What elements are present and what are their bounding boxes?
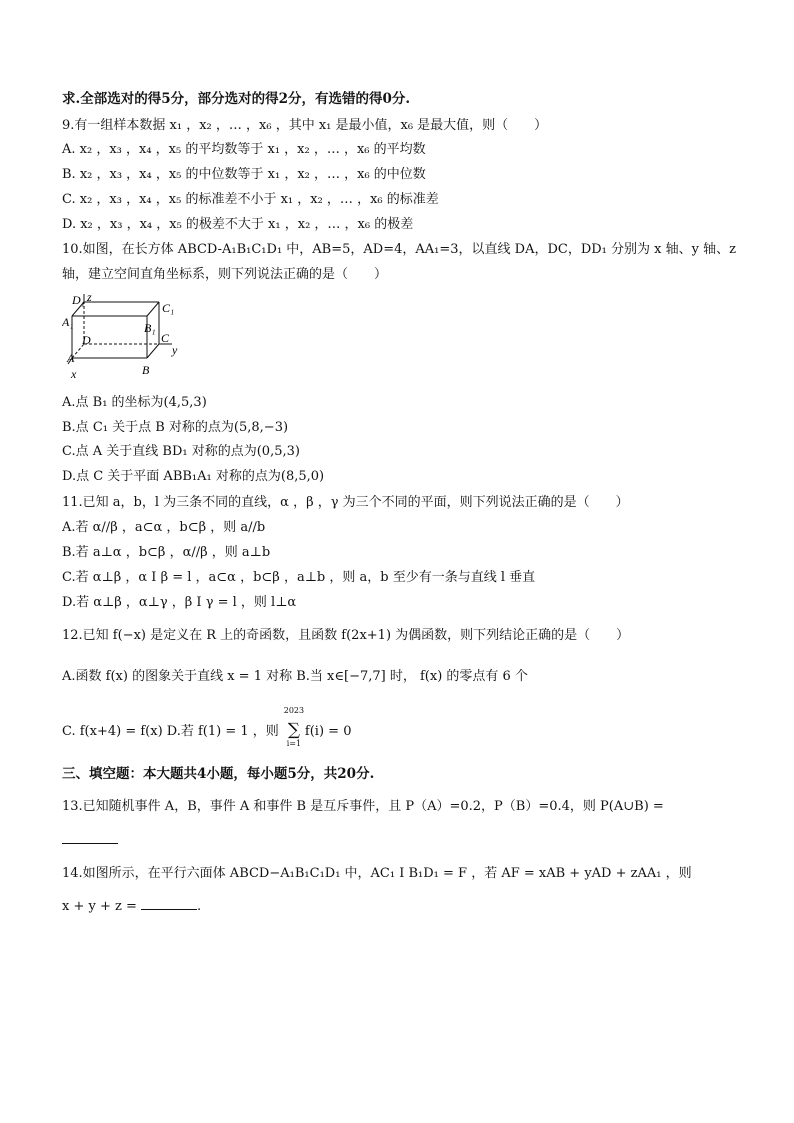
q13-answer-blank <box>62 843 118 844</box>
q10-option-b: B.点 C₁ 关于点 B 对称的点为(5,8,−3) <box>62 420 289 435</box>
q11-option-d: D.若 α⊥β ，α⊥γ ，β I γ = l ，则 l⊥α <box>62 595 297 610</box>
summation-symbol: 2023 ∑ i=1 <box>283 706 305 748</box>
q14-stem-line2: x + y + z = . <box>62 899 202 914</box>
q12-options-ab: A.函数 f(x) 的图象关于直线 x = 1 对称 B.当 x∈[−7,7] 时， f(x) 的零点有 6 个 <box>62 669 528 684</box>
label-z: z <box>87 292 92 304</box>
q10-stem-line2: 轴，建立空间直角坐标系，则下列说法正确的是（ ） <box>62 267 388 282</box>
label-x: x <box>71 367 77 381</box>
q12-cd-text: C. f(x+4) = f(x) D.若 f(1) = 1 ，则 <box>62 724 283 739</box>
q12-stem: 12.已知 f(−x) 是定义在 R 上的奇函数，且函数 f(2x+1) 为偶函数，则下列结论正确的是（ ） <box>62 628 630 643</box>
q9-option-d: D. x₂ ，x₃ ，x₄ ，x₅ 的极差不大于 x₁ ，x₂ ，… ，x₆ 的极差 <box>62 217 414 232</box>
sum-upper-limit: 2023 <box>283 706 305 715</box>
q14-expression: x + y + z = <box>62 899 137 914</box>
q11-option-c: C.若 α⊥β ，α I β = l ，a⊂α ，b⊂β ，a⊥b ，则 a，b 至少有一条与直线 l 垂直 <box>62 570 536 585</box>
q9-stem: 9.有一组样本数据 x₁ ，x₂ ，… ，x₆ ，其中 x₁ 是最小值，x₆ 是最大值，则（ ） <box>62 118 548 133</box>
label-d: D <box>82 333 91 347</box>
sum-lower-limit: i=1 <box>286 739 302 748</box>
sum-expression: f(i) = 0 <box>304 724 352 739</box>
q10-option-d: D.点 C 关于平面 ABB₁A₁ 对称的点为(8,5,0) <box>62 469 325 484</box>
q12-options-cd <box>62 706 352 748</box>
label-b1: B₁ <box>144 321 156 335</box>
q10-option-a: A.点 B₁ 的坐标为(4,5,3) <box>62 395 207 410</box>
label-a1: A₁ <box>62 315 74 329</box>
section3-heading: 三、填空题：本大题共4小题，每小题5分，共20分. <box>62 766 375 782</box>
section-instruction: 求.全部选对的得5分，部分选对的得2分，有选错的得0分. <box>62 91 411 107</box>
q11-option-b: B.若 a⊥α ，b⊂β ，α//β ，则 a⊥b <box>62 545 271 560</box>
label-y: y <box>172 343 178 357</box>
q14-stem-line1: 14.如图所示，在平行六面体 ABCD−A₁B₁C₁D₁ 中，AC₁ I B₁D₁ = F ，若 AF = xAB + yAD + zAA₁ ，则 <box>62 866 692 881</box>
q10-option-c: C.点 A 关于直线 BD₁ 对称的点为(0,5,3) <box>62 444 300 459</box>
q11-stem: 11.已知 a，b，l 为三条不同的直线，α ，β ，γ 为三个不同的平面，则下列说法正确的是（ ） <box>62 495 629 510</box>
label-a: A <box>67 351 75 365</box>
q9-option-c: C. x₂ ，x₃ ，x₄ ，x₅ 的标准差不小于 x₁ ，x₂ ，… ，x₆ 的标准差 <box>62 192 439 207</box>
q14-answer-blank <box>141 897 197 910</box>
q9-option-a: A. x₂ ，x₃ ，x₄ ，x₅ 的平均数等于 x₁ ，x₂ ，… ，x₆ 的平均数 <box>62 142 426 157</box>
q10-stem-line1: 10.如图，在长方体 ABCD-A₁B₁C₁D₁ 中，AB=5，AD=4，AA₁=3，以直线 DA，DC，DD₁ 分别为 x 轴、y 轴、z <box>62 242 736 257</box>
q13-stem: 13.已知随机事件 A，B，事件 A 和事件 B 是互斥事件，且 P（A）=0.2，P（B）=0.4，则 P(A∪B) = <box>62 799 664 814</box>
q11-option-a: A.若 α//β ，a⊂α ，b⊂β ，则 a//b <box>62 520 266 535</box>
label-d1: D₁ <box>72 293 85 307</box>
label-c: C <box>161 331 170 345</box>
cuboid-figure <box>62 292 192 386</box>
q9-option-b: B. x₂ ，x₃ ，x₄ ，x₅ 的中位数等于 x₁ ，x₂ ，… ，x₆ 的中位数 <box>62 167 426 182</box>
label-c1: C₁ <box>162 301 175 315</box>
label-b: B <box>142 363 150 377</box>
